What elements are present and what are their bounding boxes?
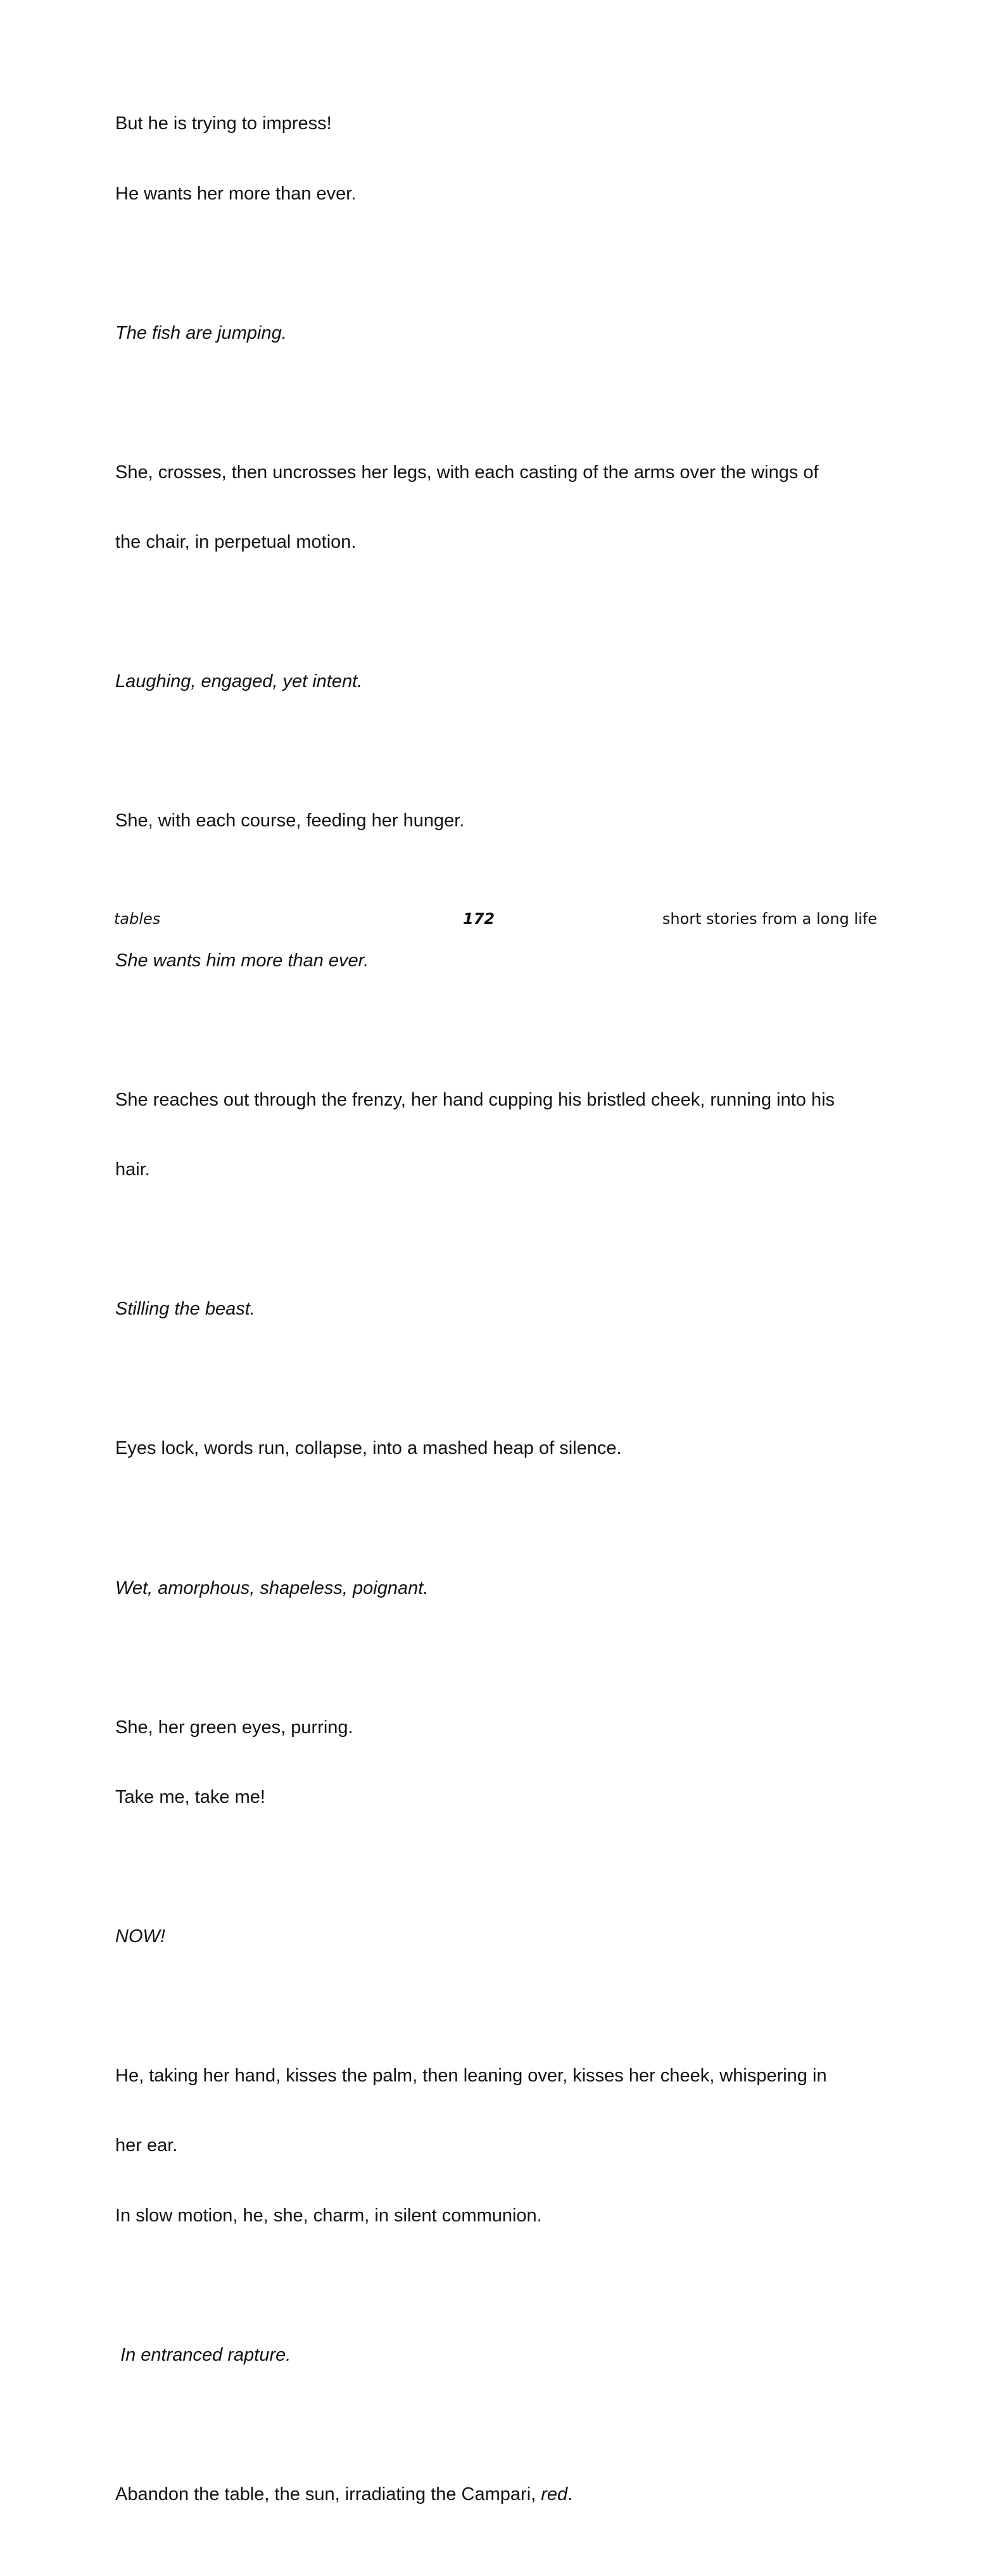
- text-line: [115, 2483, 882, 2506]
- italic-paragraph: [115, 275, 882, 391]
- text-line: He, taking her hand, kisses the palm, then leaning over, kisses her cheek, whispering in: [115, 2066, 827, 2087]
- italic-paragraph: [115, 1251, 882, 1368]
- italic-paragraph: [115, 1530, 882, 1646]
- text-line: In slow motion, he, she, charm, in silent communion.: [115, 2205, 542, 2226]
- text-line: Wet, amorphous, shapeless, poignant.: [115, 1577, 429, 1598]
- paragraph: [115, 1391, 882, 1507]
- closing-punctuation: .: [567, 2484, 573, 2504]
- text-line: But he is trying to impress!: [115, 113, 332, 134]
- italic-paragraph: [115, 624, 882, 740]
- paragraph: [115, 66, 882, 252]
- text-line: hair.: [115, 1159, 150, 1180]
- story-body: [115, 66, 882, 2576]
- text-line: The fish are jumping.: [115, 322, 287, 343]
- text-line: Laughing, engaged, yet intent.: [115, 671, 363, 692]
- paragraph: [115, 415, 882, 601]
- emphasis-word: red: [541, 2484, 568, 2504]
- text-line: the chair, in perpetual motion.: [115, 532, 357, 553]
- text-line: Stilling the beast.: [115, 1299, 255, 1320]
- paragraph: [115, 2018, 882, 2274]
- paragraph: [115, 1042, 882, 1228]
- closing-text: Abandon the table, the sun, irradiating the Campari,: [115, 2484, 541, 2504]
- text-line: Eyes lock, words run, collapse, into a mashed heap of silence.: [115, 1438, 622, 1459]
- closing-paragraph: [115, 2437, 882, 2553]
- text-line: She, her green eyes, purring.: [115, 1717, 353, 1738]
- paragraph: [115, 1669, 882, 1855]
- paragraph: [115, 763, 882, 880]
- text-line: In entranced rapture.: [115, 2344, 291, 2365]
- page-number: 172: [463, 910, 495, 928]
- text-line: She reaches out through the frenzy, her hand cupping his bristled cheek, running into his: [115, 1089, 835, 1110]
- footer-book-title: short stories from a long life: [662, 910, 877, 928]
- text-line: She, crosses, then uncrosses her legs, with each casting of the arms over the wings of: [115, 462, 819, 483]
- text-line: She wants him more than ever.: [115, 950, 369, 971]
- text-line: NOW!: [115, 1926, 165, 1947]
- text-line: She, with each course, feeding her hunger.: [115, 811, 465, 831]
- footer-chapter-title: tables: [114, 910, 161, 928]
- text-line: He wants her more than ever.: [115, 183, 357, 204]
- text-line: Take me, take me!: [115, 1786, 265, 1807]
- text-line: her ear.: [115, 2135, 178, 2156]
- italic-paragraph: [115, 2297, 882, 2413]
- italic-paragraph: [115, 1879, 882, 1995]
